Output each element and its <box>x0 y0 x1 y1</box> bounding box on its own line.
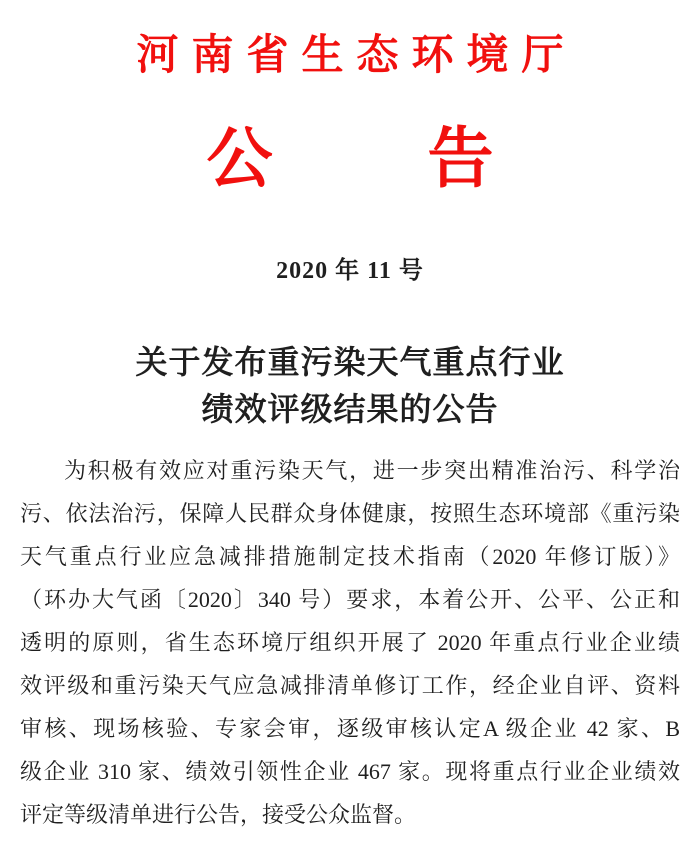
body-line: （环办大气函〔2020〕340 号）要求，本着公开、公平、公正和 <box>20 587 680 612</box>
agency-name: 河南省生态环境厅 <box>136 31 577 78</box>
body-paragraph <box>0 449 700 836</box>
body-line: 天气重点行业应急减排措施制定技术指南（2020 年修订版）》 <box>20 544 680 569</box>
body-line: 审核、现场核验、专家会审，逐级审核认定A 级企业 42 家、B <box>20 716 680 741</box>
body-line: 评定等级清单进行公告，接受公众监督。 <box>20 802 417 827</box>
body-line: 级企业 310 家、绩效引领性企业 467 家。现将重点行业企业绩效 <box>20 759 680 784</box>
notice-char-gong: 公 <box>206 121 273 195</box>
notice-char-gao: 告 <box>427 121 494 195</box>
document-title <box>0 339 700 433</box>
document-title-line2: 绩效评级结果的公告 <box>201 391 499 427</box>
body-line: 污、依法治污，保障人民群众身体健康，按照生态环境部《重污染 <box>20 501 680 526</box>
notice-heading <box>0 123 700 193</box>
body-line: 为积极有效应对重污染天气，进一步突出精准治污、科学治 <box>64 458 680 483</box>
document-title-line1: 关于发布重污染天气重点行业 <box>135 344 565 380</box>
body-line: 透明的原则，省生态环境厅组织开展了 2020 年重点行业企业绩 <box>20 630 680 655</box>
body-line: 效评级和重污染天气应急减排清单修订工作，经企业自评、资料 <box>20 673 680 698</box>
document-number: 2020 年 11 号 <box>276 258 424 284</box>
